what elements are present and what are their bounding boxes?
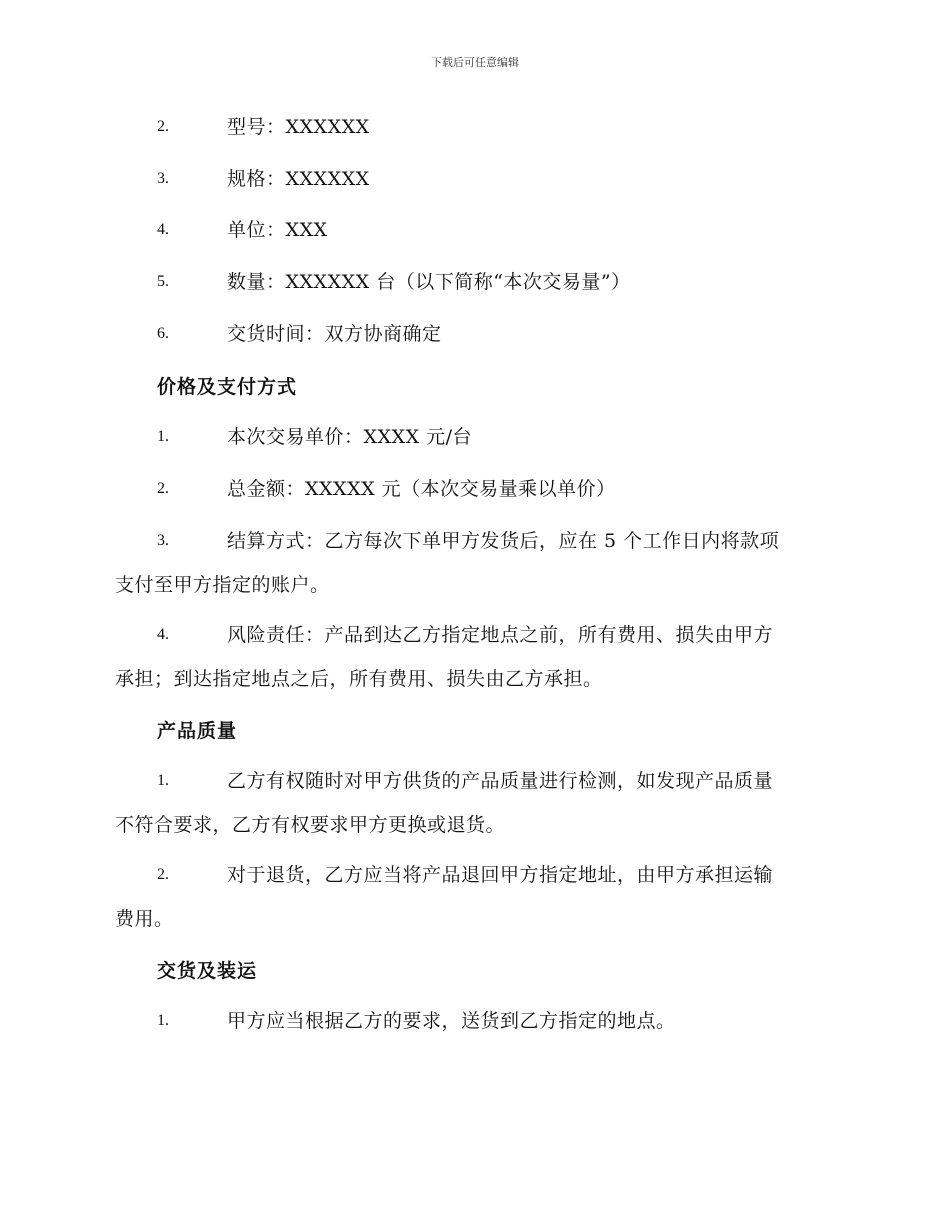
item-text: 结算方式：乙方每次下单甲方发货后，应在 5 个工作日内将款项 [227, 530, 780, 552]
item-text: 交货时间：双方协商确定 [227, 323, 442, 345]
item-number: 2. [157, 480, 169, 497]
item-number: 4. [157, 626, 169, 643]
item-number: 2. [157, 866, 169, 883]
section-heading: 产品质量 [157, 720, 238, 742]
item-text: 本次交易单价：XXXX 元/台 [227, 426, 473, 448]
item-text: 乙方有权随时对甲方供货的产品质量进行检测，如发现产品质量 [227, 770, 774, 792]
item-number: 4. [157, 221, 169, 238]
item-text: 风险责任：产品到达乙方指定地点之前，所有费用、损失由甲方 [227, 624, 774, 646]
item-number: 5. [157, 273, 169, 290]
item-number: 3. [157, 170, 169, 187]
item-text-continued: 支付至甲方指定的账户。 [115, 574, 330, 596]
item-text: 数量：XXXXXX 台（以下简称“本次交易量”） [227, 271, 631, 293]
section-heading: 价格及支付方式 [157, 376, 298, 398]
item-text-continued: 费用。 [115, 908, 174, 930]
page-header: 下载后可任意编辑 [431, 56, 519, 69]
item-text: 单位：XXX [227, 219, 328, 241]
item-text-continued: 不符合要求，乙方有权要求甲方更换或退货。 [115, 814, 506, 836]
item-number: 1. [157, 428, 169, 445]
item-text: 甲方应当根据乙方的要求，送货到乙方指定的地点。 [227, 1010, 676, 1032]
item-number: 1. [157, 772, 169, 789]
item-text-continued: 承担；到达指定地点之后，所有费用、损失由乙方承担。 [115, 668, 603, 690]
section-heading: 交货及装运 [157, 960, 258, 982]
item-number: 1. [157, 1012, 169, 1029]
item-text: 对于退货，乙方应当将产品退回甲方指定地址，由甲方承担运输 [227, 864, 774, 886]
item-number: 3. [157, 532, 169, 549]
item-text: 规格：XXXXXX [227, 168, 370, 190]
item-number: 2. [157, 118, 169, 135]
item-number: 6. [157, 325, 169, 342]
item-text: 总金额：XXXXX 元（本次交易量乘以单价） [227, 478, 616, 500]
item-text: 型号：XXXXXX [227, 116, 370, 138]
